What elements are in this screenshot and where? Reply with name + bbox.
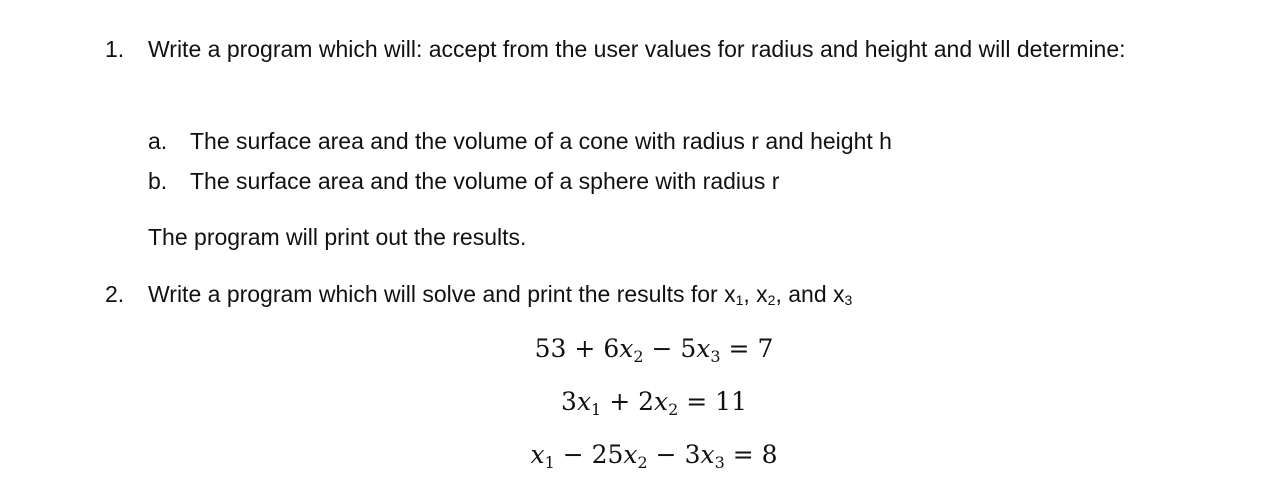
equation-2: $3x_1 + 2x_2 = 11$ (561, 387, 747, 419)
equation-1: $53 + 6x_2 - 5x_3 = 7$ (534, 334, 774, 366)
question-text: Write a program which will solve and print the results for $x_1$, $x_2$, and $x_3$ (148, 281, 853, 308)
variable-x1: $x_1$ (724, 281, 744, 308)
question-number: 1. (105, 36, 125, 62)
variable-x2: $x_2$ (756, 281, 776, 308)
sub-item-letter: a. (148, 128, 168, 154)
sub-item-text: The surface area and the volume of a cone with radius r and height h (190, 128, 892, 154)
variable-x3: $x_3$ (833, 281, 853, 308)
question-note: The program will print out the results. (148, 224, 527, 250)
question-text-prefix: Write a program which will solve and print the results for (148, 281, 725, 307)
sub-item-letter: b. (148, 168, 168, 194)
question-text: Write a program which will: accept from the user values for radius and height and will determine: (148, 36, 1126, 62)
equation-3: $x_1 - 25x_2 - 3x_3 = 8$ (530, 440, 778, 472)
sub-item-text: The surface area and the volume of a sphere with radius r (190, 168, 780, 194)
question-number: 2. (105, 281, 125, 307)
